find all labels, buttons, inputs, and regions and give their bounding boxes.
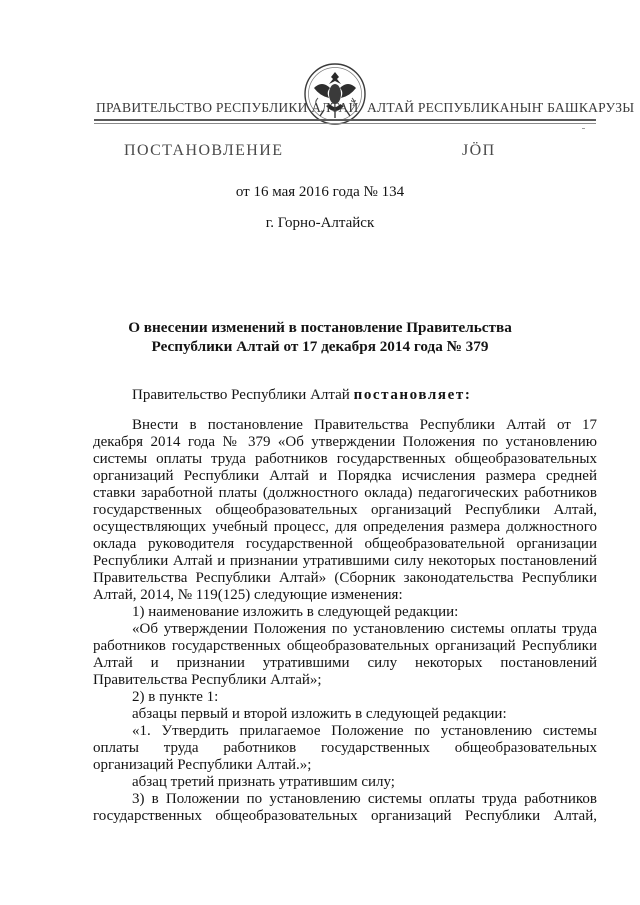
body-line: 2) в пункте 1: bbox=[132, 689, 219, 705]
body-line: оплаты труда работников государственных общеобразовательных bbox=[93, 740, 597, 756]
document-title bbox=[0, 318, 640, 356]
body-line: Правительства Республики Алтай»; bbox=[93, 672, 322, 688]
doc-type-russian: ПОСТАНОВЛЕНИЕ bbox=[124, 142, 284, 159]
body-line: государственных общеобразовательных организаций Республики Алтай, bbox=[93, 502, 597, 518]
org-name-altai: АЛТАЙ РЕСПУБЛИКАНЫҤ БАШКАРУЗЫ bbox=[367, 100, 635, 115]
doc-type-altai: ЈӦП bbox=[462, 142, 496, 159]
body-line: Алтай и признании утратившими силу некоторых постановлений bbox=[93, 655, 597, 671]
decree-statement bbox=[132, 387, 471, 404]
decree-verb: постановляет: bbox=[353, 387, 472, 403]
body-line: системы оплаты труда работников государственных общеобразовательных bbox=[93, 451, 597, 467]
body-line: ставки заработной платы (должностного оклада) педагогических работников bbox=[93, 485, 597, 501]
body-line: оклада руководителя государственной общеобразовательной организации bbox=[93, 536, 597, 552]
body-line: абзац третий признать утратившим силу; bbox=[132, 774, 395, 790]
body-line: Республики Алтай и признании утратившими силу некоторых постановлений bbox=[93, 553, 597, 569]
document-city: г. Горно-Алтайск bbox=[265, 215, 375, 231]
eagle-emblem-icon bbox=[302, 58, 368, 128]
body-line: работников государственных общеобразовательных организаций Республики bbox=[93, 638, 597, 654]
body-line: абзацы первый и второй изложить в следующей редакции: bbox=[132, 706, 507, 722]
decree-prefix: Правительство Республики Алтай bbox=[132, 387, 354, 403]
body-line: государственных общеобразовательных организаций Республики Алтай, bbox=[93, 808, 597, 824]
body-line: организаций Республики Алтай.»; bbox=[93, 757, 312, 773]
document-body bbox=[93, 417, 597, 825]
title-line-1: О внесении изменений в постановление Правительства bbox=[128, 319, 512, 336]
body-line: Алтай, 2014, № 119(125) следующие изменения: bbox=[93, 587, 403, 603]
body-line: осуществляющих учебный процесс, для определения размера должностного bbox=[93, 519, 597, 535]
header-rule-thin bbox=[94, 123, 596, 124]
scan-speck bbox=[582, 128, 585, 129]
coat-of-arms-emblem bbox=[302, 58, 368, 128]
body-line: декабря 2014 года № 379 «Об утверждении Положения по установлению bbox=[93, 434, 597, 450]
body-line: Внести в постановление Правительства Республики Алтай от 17 bbox=[132, 417, 597, 433]
body-line: «1. Утвердить прилагаемое Положение по установлению системы bbox=[132, 723, 597, 739]
body-line: «Об утверждении Положения по установлению системы оплаты труда bbox=[132, 621, 597, 637]
body-line: Правительства Республики Алтай» (Сборник законодательства Республики bbox=[93, 570, 597, 586]
header-rule-thick bbox=[94, 119, 596, 121]
document-date-number: от 16 мая 2016 года № 134 bbox=[235, 184, 405, 200]
org-name-russian: ПРАВИТЕЛЬСТВО РЕСПУБЛИКИ АЛТАЙ bbox=[96, 100, 359, 115]
title-line-2: Республики Алтай от 17 декабря 2014 года № 379 bbox=[151, 338, 489, 355]
body-line: 1) наименование изложить в следующей редакции: bbox=[132, 604, 459, 620]
body-line: организаций Республики Алтай и Порядка исчисления размера средней bbox=[93, 468, 597, 484]
body-line: 3) в Положении по установлению системы оплаты труда работников bbox=[132, 791, 597, 807]
